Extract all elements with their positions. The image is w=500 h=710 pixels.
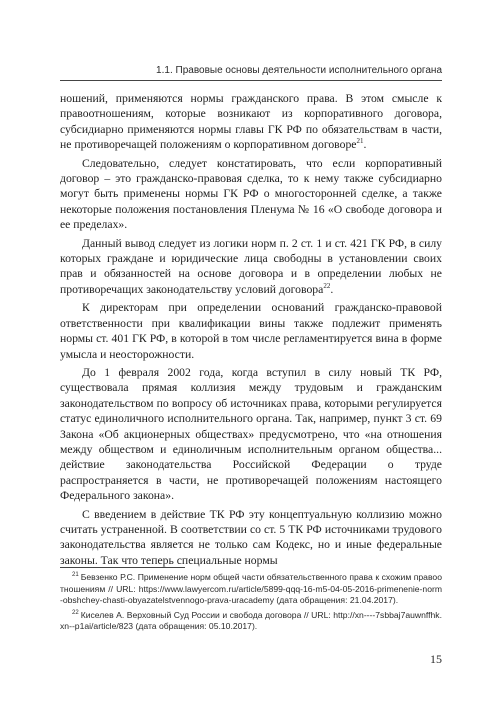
paragraph-5: До 1 февраля 2002 года, когда вступил в силу новый ТК РФ, существовала прямая коллизия между трудовым и гражданским законодательством по вопросу об источниках права, которыми регулируется статус единоличного исполнительного органа. Так, например, пункт 3 ст. 69 Закона «Об акционерных обществах» предусмотрено, что «на отношения между обществом и единоличным исполнительным органом общества... действие законодательства Российской Федерации о труде распространяется в части, не противоречащей положениям настоящего Федерального закона». [60, 365, 442, 503]
paragraph-4: К директорам при определении оснований гражданско-правовой ответственности при квалификации вины также подлежит применять нормы ст. 401 ГК РФ, в которой в том числе регламентируется вина в форме умысла и неосторожности. [60, 301, 442, 361]
footnotes [60, 572, 442, 636]
footnote-text: Киселев А. Верховный Суд России и свобода договора // URL: http://xn----7sbbaj7auwnffhk.xn--p1ai/article/823 (дата обращения: 05.10.2017). [60, 609, 442, 631]
footnote-ref-22[interactable]: 22 [323, 281, 331, 290]
paragraph-1-text: ношений, применяются нормы гражданского права. В этом смысле к правоотношениям, которые возникают из корпоративного договора, субсидиарно применяются нормы главы ГК РФ по обязательствам в части, не противоречащей положениям о корпоративном договоре [60, 92, 442, 152]
footnote-21 [60, 572, 442, 607]
footnote-number: 21 [72, 572, 79, 579]
main-text [60, 91, 442, 568]
paragraph-3 [60, 236, 442, 298]
paragraph-1 [60, 91, 442, 153]
page-number: 15 [430, 652, 442, 666]
paragraph-3-end: . [330, 282, 334, 296]
paragraph-2: Следовательно, следует констатировать, что если корпоративный договор – это гражданско-правовая сделка, то к нему также субсидиарно могут быть применены нормы ГК РФ о многосторонней сделке, а также некоторые положения постановления Пленума № 16 «О свободе договора и ее пределах». [60, 156, 442, 232]
paragraph-6: С введением в действие ТК РФ эту концептуальную коллизию можно считать устраненной. В соответствии со ст. 5 ТК РФ источниками трудового законодательства является не только сам Кодекс, но и иные федеральные законы. Так что теперь специальные нормы [60, 507, 442, 567]
footnote-ref-21[interactable]: 21 [356, 137, 364, 146]
paragraph-3-text: Данный вывод следует из логики норм п. 2 ст. 1 и ст. 421 ГК РФ, в силу которых граждане и юридические лица свободны в установлении своих прав и обязанностей на основе договора и в определении любых не противоречащих законодательству условий договора [60, 236, 442, 296]
running-header: 1.1. Правовые основы деятельности исполнительного органа [60, 65, 442, 81]
footnote-text: Бевзенко Р.С. Применение норм общей части обязательственного права к схожим правоотношениям // URL: https://www.lawyercom.ru/article/5899-qqq-16-m5-04-05-2016-primenenie-norm-obshchey-chasti-obyazatelstvennogo-prava-uracademy (дата обращения: 21.04.2017). [60, 572, 442, 605]
footnote-separator [60, 567, 185, 568]
footnote-22 [60, 610, 442, 633]
footnote-number: 22 [72, 609, 79, 616]
paragraph-1-end: . [363, 138, 367, 152]
